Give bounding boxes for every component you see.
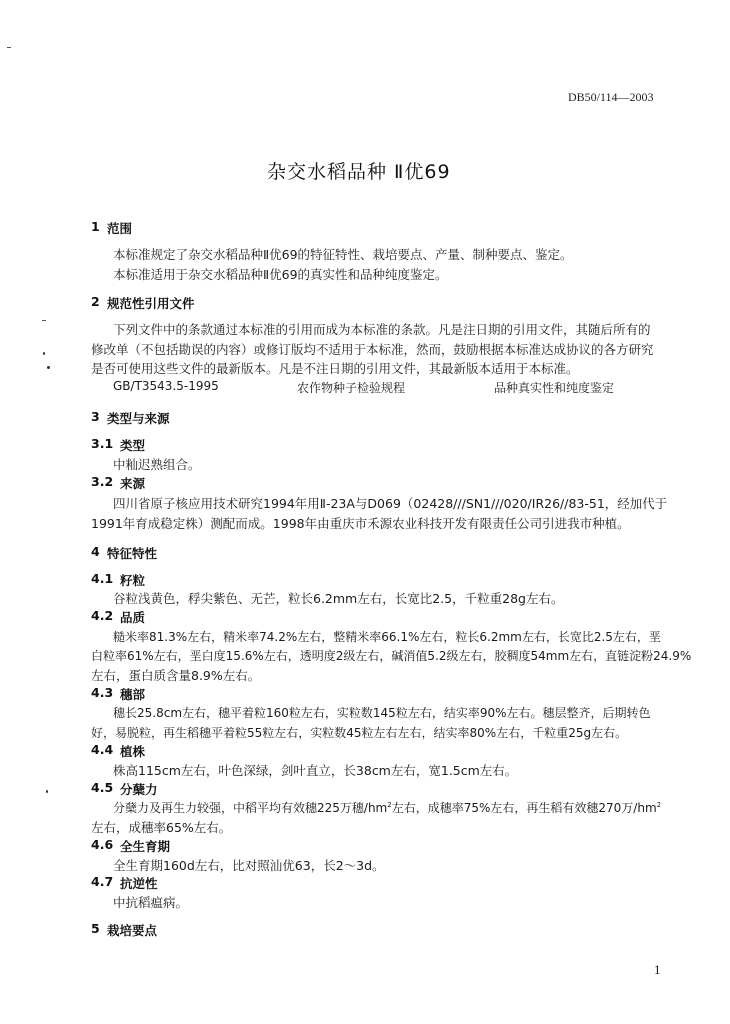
section-3-1-text: 中籼迟熟组合。 <box>113 457 201 472</box>
section-4-2-line-3: 左右，蛋白质含量8.9%左右。 <box>91 668 261 683</box>
section-4-7-number: 4.7 <box>91 874 114 889</box>
section-4-5-line-1 <box>113 799 661 816</box>
tiller-text-a: 分蘖力及再生力较强，中稻平均有效穗225万穗/hm <box>113 801 388 815</box>
section-3-number: 3 <box>91 409 100 424</box>
section-2-heading: 规范性引用文件 <box>107 296 195 311</box>
section-4-2-line-1: 糙米率81.3%左右，精米率74.2%左右，整精米率66.1%左右，粒长6.2mm左右，长宽比2.5左右，垩 <box>113 630 661 644</box>
section-5-number: 5 <box>91 921 100 936</box>
section-4-3-number: 4.3 <box>91 685 114 700</box>
section-2-line-3: 是否可使用这些文件的最新版本。凡是不注日期的引用文件，其最新版本适用于本标准。 <box>91 361 579 376</box>
section-2-number: 2 <box>91 294 100 309</box>
document-title: 杂交水稻品种 Ⅱ优69 <box>267 161 451 183</box>
reference-topic: 品种真实性和纯度鉴定 <box>494 381 615 395</box>
section-4-2-heading: 品质 <box>120 610 146 625</box>
section-4-5-number: 4.5 <box>91 780 114 795</box>
scan-mark <box>7 47 11 48</box>
section-3-1-heading: 类型 <box>120 438 146 453</box>
section-1-number: 1 <box>91 219 100 234</box>
section-4-3-line-1: 穗长25.8cm左右，穗平着粒160粒左右，实粒数145粒左右，结实率90%左右。穗层整齐，后期转色 <box>113 706 651 720</box>
section-4-1-text: 谷粒浅黄色，稃尖紫色、无芒，粒长6.2mm左右，长宽比2.5，千粒重28g左右。 <box>113 591 564 606</box>
section-1-heading: 范围 <box>107 221 133 236</box>
section-4-2-number: 4.2 <box>91 608 114 623</box>
unit-superscript: 2 <box>387 801 392 809</box>
section-4-7-text: 中抗稻瘟病。 <box>113 895 189 910</box>
section-4-7-heading: 抗逆性 <box>120 876 158 891</box>
section-4-5-heading: 分蘖力 <box>120 782 158 797</box>
section-4-2-line-2: 白粒率61%左右，垩白度15.6%左右，透明度2级左右，碱消值5.2级左右，胶稠度54mm左右，直链淀粉24.9% <box>91 649 692 663</box>
section-2-line-2: 修改单（不包括勘误的内容）或修订版均不适用于本标准，然而，鼓励根据本标准达成协议的各方研究 <box>91 342 654 357</box>
section-4-4-heading: 植株 <box>120 744 146 759</box>
section-3-2-line-2: 1991年育成稳定株）测配而成。1998年由重庆市禾源农业科技开发有限责任公司引进我市种植。 <box>91 516 630 531</box>
page-number: 1 <box>654 962 661 977</box>
section-4-5-line-2: 左右，成穗率65%左右。 <box>91 820 232 835</box>
section-4-3-line-2: 好，易脱粒，再生稻穗平着粒55粒左右，实粒数45粒左右左右，结实率80%左右，千粒重25g左右。 <box>91 726 628 740</box>
section-3-heading: 类型与来源 <box>107 411 170 426</box>
section-2-line-1: 下列文件中的条款通过本标准的引用而成为本标准的条款。凡是注日期的引用文件，其随后所有的 <box>113 322 651 337</box>
section-1-para-2: 本标准适用于杂交水稻品种Ⅱ优69的真实性和品种纯度鉴定。 <box>113 267 448 282</box>
section-4-6-number: 4.6 <box>91 837 114 852</box>
scan-mark <box>43 352 45 355</box>
reference-name: 农作物种子检验规程 <box>297 381 406 395</box>
section-3-2-heading: 来源 <box>120 476 146 491</box>
section-3-1-number: 3.1 <box>91 436 114 451</box>
section-4-6-text: 全生育期160d左右，比对照汕优63，长2～3d。 <box>113 858 385 873</box>
section-5-heading: 栽培要点 <box>107 923 158 938</box>
section-3-2-number: 3.2 <box>91 474 114 489</box>
section-4-heading: 特征特性 <box>107 546 158 561</box>
tiller-text-b: 左右，成穗率75%左右，再生稻有效穗270万/hm <box>391 801 657 815</box>
section-4-number: 4 <box>91 544 100 559</box>
section-3-2-line-1: 四川省原子核应用技术研究1994年用Ⅱ-23A与D069（02428///SN1///020/IR26//83-51，经加代于 <box>113 496 668 511</box>
section-4-3-heading: 穗部 <box>120 687 146 702</box>
section-4-6-heading: 全生育期 <box>120 839 171 854</box>
scan-mark <box>47 366 50 369</box>
unit-superscript: 2 <box>656 801 662 809</box>
section-4-1-number: 4.1 <box>91 571 114 586</box>
standard-number: DB50/114—2003 <box>568 90 654 104</box>
section-4-1-heading: 籽粒 <box>120 573 146 588</box>
section-4-4-number: 4.4 <box>91 742 114 757</box>
section-4-4-text: 株高115cm左右，叶色深绿，剑叶直立，长38cm左右，宽1.5cm左右。 <box>113 763 518 778</box>
section-1-para-1: 本标准规定了杂交水稻品种Ⅱ优69的特征特性、栽培要点、产量、制种要点、鉴定。 <box>113 247 573 262</box>
scan-mark <box>46 790 48 793</box>
scan-mark <box>42 320 46 321</box>
reference-code: GB/T3543.5-1995 <box>113 379 219 393</box>
